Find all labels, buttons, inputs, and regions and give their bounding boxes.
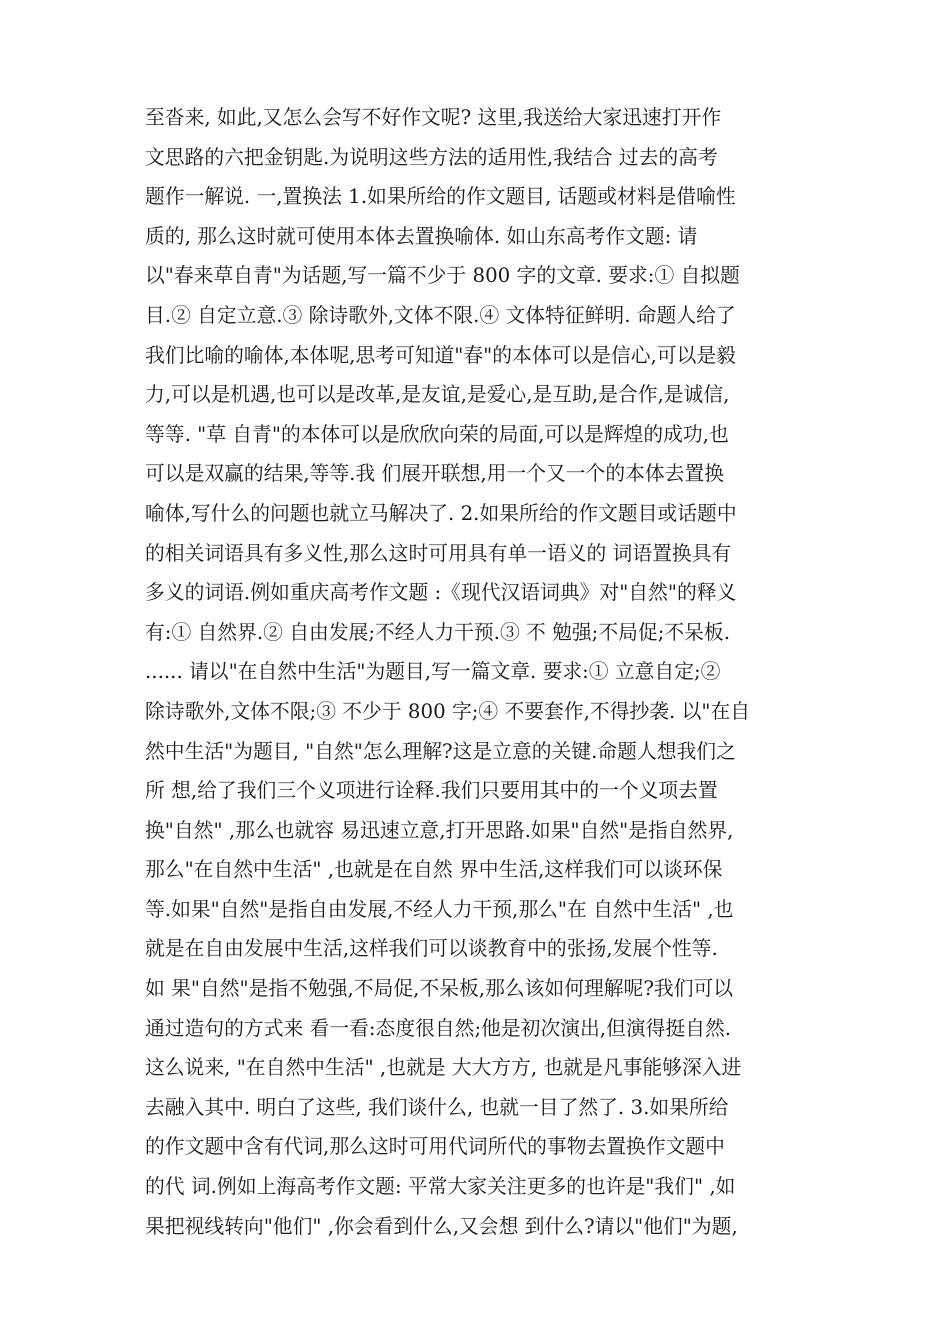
text-line: 的相关词语具有多义性,那么这时可用具有单一语义的 词语置换具有 <box>145 541 732 565</box>
text-line: ...... 请以"在自然中生活"为题目,写一篇文章. 要求:① 立意自定;② <box>145 660 721 684</box>
text-line: 这么说来, "在自然中生活" ,也就是 大大方方, 也就是凡事能够深入进 <box>145 1056 742 1080</box>
text-line: 至沓来, 如此,又怎么会写不好作文呢? 这里,我送给大家迅速打开作 <box>145 106 722 129</box>
text-line: 质的, 那么这时就可使用本体去置换喻体. 如山东高考作文题: 请 <box>145 224 698 248</box>
text-line: 通过造句的方式来 看一看:态度很自然;他是初次演出,但演得挺自然. <box>145 1016 732 1040</box>
text-line: 如 果"自然"是指不勉强,不局促,不呆板,那么该如何理解呢?我们可以 <box>145 977 734 1001</box>
text-line: 喻体,写什么的问题也就立马解决了. 2.如果所给的作文题目或话题中 <box>145 501 737 525</box>
text-line: 就是在自由发展中生活,这样我们可以谈教育中的张扬,发展个性等. <box>145 937 718 961</box>
text-line: 以"春来草自青"为话题,写一篇不少于 800 字的文章. 要求:① 自拟题 <box>145 264 740 288</box>
text-line: 题作一解说. 一,置换法 1.如果所给的作文题目, 话题或材料是借喻性 <box>145 185 736 209</box>
text-line: 有:① 自然界.② 自由发展;不经人力干预.③ 不 勉强;不局促;不呆板. <box>145 620 730 644</box>
text-line: 等.如果"自然"是指自由发展,不经人力干预,那么"在 自然中生活" ,也 <box>145 897 734 921</box>
text-line: 换"自然" ,那么也就容 易迅速立意,打开思路.如果"自然"是指自然界, <box>145 818 734 842</box>
text-line: 去融入其中. 明白了这些, 我们谈什么, 也就一目了然了. 3.如果所给 <box>145 1095 729 1119</box>
body-text <box>145 98 807 1246</box>
text-line: 文思路的六把金钥匙.为说明这些方法的适用性,我结合 过去的高考 <box>145 145 718 169</box>
text-line: 除诗歌外,文体不限;③ 不少于 800 字;④ 不要套作,不得抄袭. 以"在自 <box>145 699 751 723</box>
text-line: 等等. "草 自青"的本体可以是欣欣向荣的局面,可以是辉煌的成功,也 <box>145 422 729 446</box>
text-line: 然中生活"为题目, "自然"怎么理解?这是立意的关键.命题人想我们之 <box>145 739 736 763</box>
text-line: 的代 词.例如上海高考作文题: 平常大家关注更多的也许是"我们" ,如 <box>145 1175 736 1199</box>
text-line: 我们比喻的喻体,本体呢,思考可知道"春"的本体可以是信心,可以是毅 <box>145 343 736 367</box>
text-line: 所 想,给了我们三个义项进行诠释.我们只要用其中的一个义项去置 <box>145 779 718 803</box>
text-line: 的作文题中含有代词,那么这时可用代词所代的事物去置换作文题中 <box>145 1135 725 1159</box>
text-line: 多义的词语.例如重庆高考作文题 :《现代汉语词典》对"自然"的释义 <box>145 581 737 605</box>
text-line: 那么"在自然中生活" ,也就是在自然 界中生活,这样我们可以谈环保 <box>145 858 723 882</box>
text-line: 力,可以是机遇,也可以是改革,是友谊,是爱心,是互助,是合作,是诚信, <box>145 383 730 407</box>
text-line: 果把视线转向"他们" ,你会看到什么,又会想 到什么?请以"他们"为题, <box>145 1214 738 1238</box>
text-line: 目.② 自定立意.③ 除诗歌外,文体不限.④ 文体特征鲜明. 命题人给了 <box>145 303 736 327</box>
text-line: 可以是双赢的结果,等等.我 们展开联想,用一个又一个的本体去置换 <box>145 462 725 486</box>
